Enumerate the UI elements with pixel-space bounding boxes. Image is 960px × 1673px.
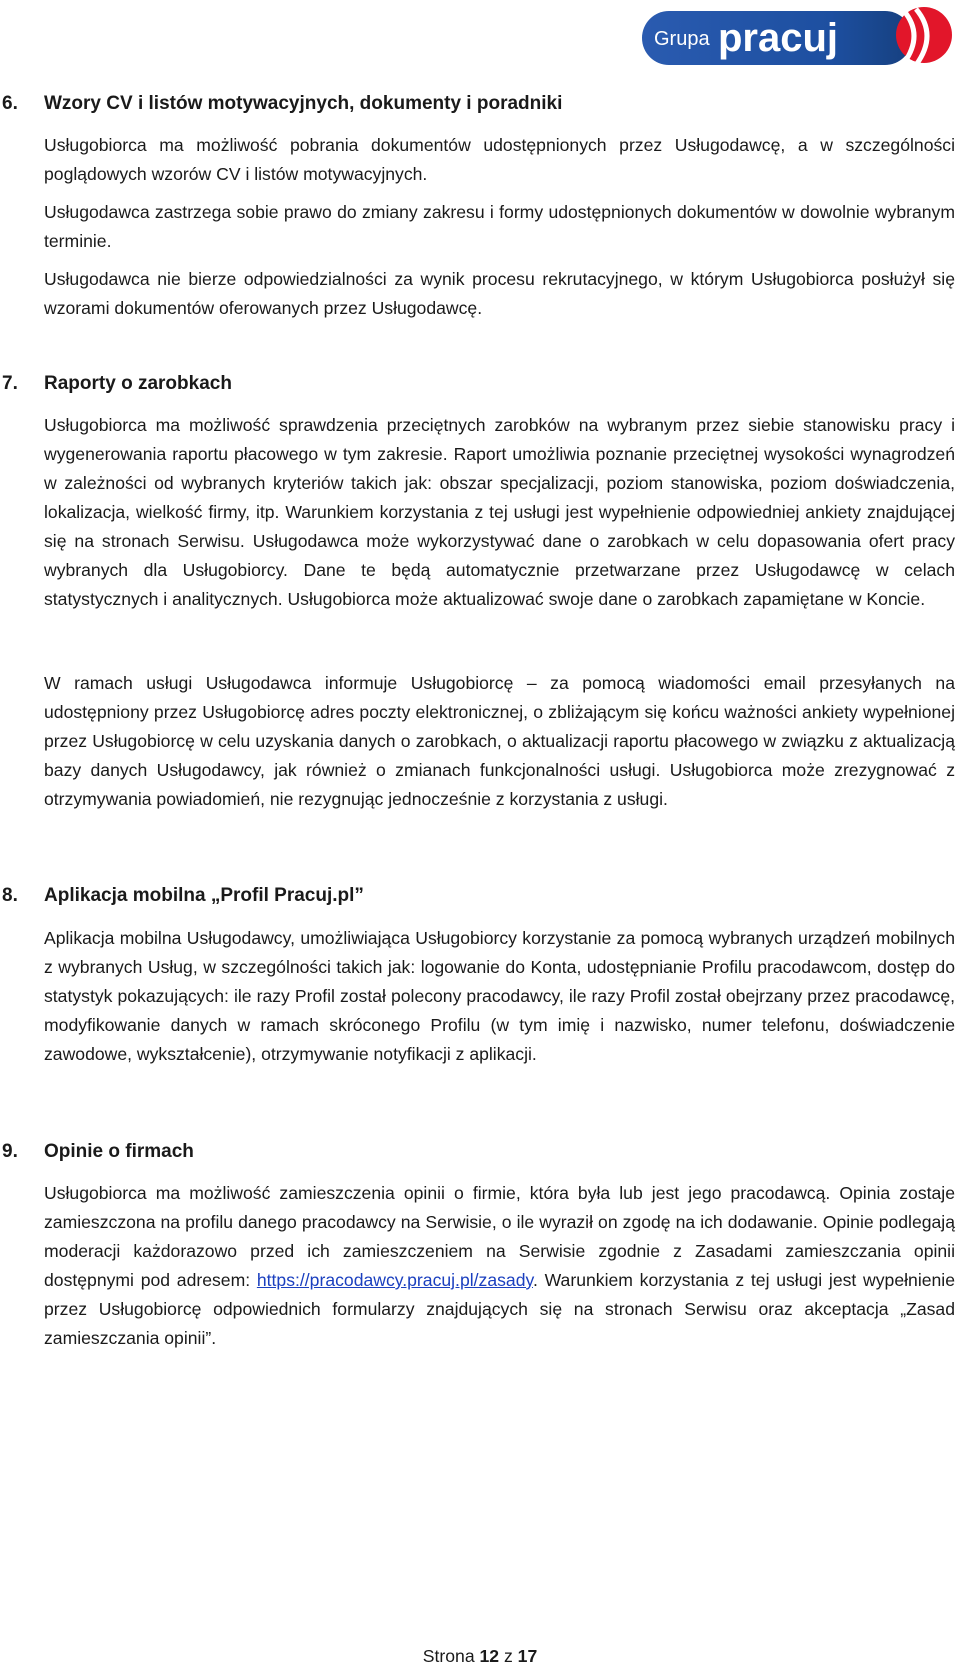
page-footer [0,1644,960,1668]
logo-text-grupa: Grupa [654,28,710,50]
paragraph: Usługobiorca ma możliwość sprawdzenia przeciętnych zarobków na wybranym przez siebie stanowisku pracy i wygenerowania raportu płacowego w tym zakresie. Raport umożliwia poznanie przeciętnej wysokości wynagrodzeń w zależności od wybranych kryteriów takich jak: obszar specjalizacji, poziom stanowiska, poziom doświadczenia, lokalizacja, wielkość firmy, itp. Warunkiem korzystania z tej usługi jest wypełnienie odpowiedniej ankiety znajdującej się na stronach Serwisu. Usługodawca może wykorzystywać dane o zarobkach w celu dopasowania ofert pracy wybranych dla Usługobiorcy. Dane te będą automatycznie przetwarzane przez Usługodawcę w celach statystycznych i analitycznych. Usługobiorca może aktualizować swoje dane o zarobkach zapamiętane w Koncie. [44,415,955,609]
paragraph: Aplikacja mobilna Usługodawcy, umożliwiająca Usługobiorcy korzystanie za pomocą wybranych urządzeń mobilnych z wybranych Usług, w szczególności takich jak: logowanie do Konta, udostępnianie Profilu pracodawcom, dostęp do statystyk pokazujących: ile razy Profil został polecony pracodawcy, ile razy Profil został obejrzany przez pracodawcę, modyfikowanie danych w ramach skróconego Profilu (w tym imię i nazwisko, numer telefonu, doświadczenie zawodowe, wykształcenie), otrzymywanie notyfikacji z aplikacji. [44,928,955,1064]
grupa-pracuj-logo [642,5,954,71]
footer-page-number: 12 [479,1646,500,1666]
footer-page-total: 17 [517,1646,538,1666]
section-title: Wzory CV i listów motywacyjnych, dokumenty i poradniki [44,93,563,114]
paragraph-text: Usługobiorca ma możliwość zamieszczenia opinii o firmie, która była lub jest jego pracodawcą. Opinia zostaje zamieszczona na profilu danego pracodawcy na Serwisie, o ile wyraził on zgodę na ich dodawanie. Opinie podlegają moderacji każdorazowo przed ich zamieszczeniem na Serwisie zgodnie z Zasadami zamieszczania opinii dostępnymi pod adresem: [44,1183,955,1290]
section-number: 9. [2,1141,18,1162]
section-number: 7. [2,373,18,394]
section-number: 6. [2,93,18,114]
paragraph [44,1179,955,1353]
footer-separator: z [503,1646,513,1666]
section-title: Raporty o zarobkach [44,373,232,394]
paragraph: W ramach usługi Usługodawca informuje Usługobiorcę – za pomocą wiadomości email przesyłanych na udostępniony przez Usługobiorcę adres poczty elektronicznej, o zbliżającym się końcu ważności ankiety wypełnionej przez Usługobiorcę w celu uzyskania danych o zarobkach, o aktualizacji raportu płacowego w związku z aktualizacją bazy danych Usługodawcy, jak również o zmianach funkcjonalności usługi. Usługobiorca może zrezygnować z otrzymywania powiadomień, nie rezygnując jednocześnie z korzystania z usługi. [44,673,955,809]
section-title: Opinie o firmach [44,1141,194,1162]
section-title: Aplikacja mobilna „Profil Pracuj.pl” [44,885,364,906]
paragraph: Usługodawca nie bierze odpowiedzialności za wynik procesu rekrutacyjnego, w którym Usługobiorca posłużył się wzorami dokumentów oferowanych przez Usługodawcę. [44,269,955,318]
paragraph: Usługobiorca ma możliwość pobrania dokumentów udostępnionych przez Usługodawcę, a w szczególności poglądowych wzorów CV i listów motywacyjnych. [44,135,955,184]
paragraph-text: . Warunkiem korzystania z tej usługi jest wypełnienie przez Usługobiorcę odpowiednich formularzy znajdujących się na stronach Serwisu oraz akceptacja „Zasad zamieszczania opinii”. [44,1270,955,1348]
section-number: 8. [2,885,18,906]
footer-prefix: Strona [422,1646,475,1666]
paragraph: Usługodawca zastrzega sobie prawo do zmiany zakresu i formy udostępnionych dokumentów w dowolnie wybranym terminie. [44,202,955,251]
logo-text-pracuj: pracuj [718,16,839,60]
rules-link[interactable]: https://pracodawcy.pracuj.pl/zasady [256,1270,533,1290]
